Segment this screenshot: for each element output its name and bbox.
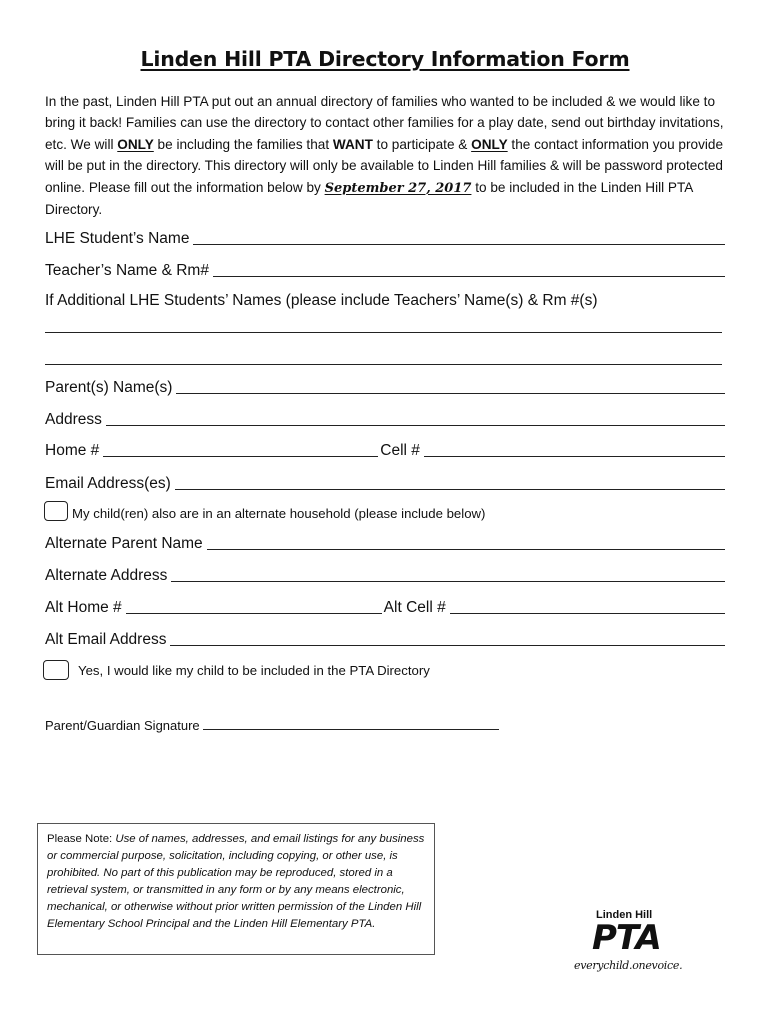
signature-field[interactable] [203, 729, 499, 730]
additional-students-label: If Additional LHE Students’ Names (please include Teachers’ Name(s) & Rm #(s) [45, 292, 598, 309]
alt-address-label: Alternate Address [45, 567, 168, 584]
intro-text-4: the contact information you provide will be put in the directory. This directory will only be available to Linden Hill families & will be password protected online. Please fill out the information below by [45, 136, 724, 195]
alt-home-field[interactable] [126, 612, 382, 614]
alt-email-row [45, 631, 725, 649]
phone-row [45, 442, 725, 460]
deadline-date: September 27, 2017 [324, 180, 472, 196]
intro-text-1: In the past, Linden Hill PTA put out an annual directory of families who wanted to be included & we would like to bring it back! Families can use the directory to contact other families for a play date, send out birthday invitations, etc. We will [45, 94, 724, 152]
include-consent-checkbox[interactable] [43, 660, 69, 680]
alt-phone-row [45, 599, 725, 617]
parent-names-label: Parent(s) Name(s) [45, 379, 173, 396]
disclaimer-lead: Please Note: [47, 833, 116, 845]
home-phone-label: Home # [45, 442, 100, 459]
parent-names-row [45, 379, 725, 397]
student-name-row [45, 230, 725, 248]
alt-parent-row [45, 535, 725, 553]
address-field[interactable] [106, 424, 725, 426]
email-field[interactable] [175, 488, 725, 490]
alt-address-field[interactable] [171, 580, 725, 582]
intro-only-emphasis-2: ONLY [471, 136, 508, 152]
disclaimer-box [37, 823, 435, 955]
intro-want-emphasis: WANT [332, 136, 373, 152]
student-name-field[interactable] [193, 243, 725, 245]
email-row [45, 475, 725, 493]
additional-students-field-2[interactable] [45, 364, 722, 365]
form-title: Linden Hill PTA Directory Information Form [140, 47, 630, 71]
intro-paragraph [45, 91, 725, 220]
disclaimer-text: Use of names, addresses, and email listings for any business or commercial purpose, solicitation, including copying, or other use, is prohibited. No part of this publication may be reproduced, stored in a retrieval system, or transmitted in any form or by any means electronic, mechanical, or otherwise without prior written permission of the Linden Hill Elementary School Principal and the Linden Hill Elementary PTA. [47, 833, 425, 930]
alt-parent-field[interactable] [207, 548, 725, 550]
logo-school-name: Linden Hill [596, 909, 653, 921]
additional-students-field-1[interactable] [45, 332, 722, 333]
student-name-label: LHE Student’s Name [45, 230, 190, 247]
alt-cell-field[interactable] [450, 612, 725, 614]
teacher-room-label: Teacher’s Name & Rm# [45, 262, 209, 279]
logo-tagline: everychild.onevoice. [574, 959, 683, 972]
home-phone-field[interactable] [103, 455, 378, 457]
parent-names-field[interactable] [176, 392, 725, 394]
teacher-room-row [45, 262, 725, 280]
alt-email-field[interactable] [170, 644, 725, 646]
intro-text-3: to participate & [372, 136, 472, 152]
include-consent-label: Yes, I would like my child to be included in the PTA Directory [78, 663, 430, 678]
signature-label: Parent/Guardian Signature [45, 718, 200, 733]
address-label: Address [45, 411, 102, 428]
alternate-household-label: My child(ren) also are in an alternate household (please include below) [72, 506, 486, 521]
intro-only-emphasis-1: ONLY [117, 136, 154, 152]
cell-phone-field[interactable] [424, 455, 725, 457]
intro-text-2: be including the families that [153, 136, 333, 152]
signature-row [45, 718, 499, 733]
alt-email-label: Alt Email Address [45, 631, 167, 648]
alt-parent-label: Alternate Parent Name [45, 535, 203, 552]
teacher-room-field[interactable] [213, 275, 725, 277]
logo-brand-text: PTA [592, 918, 661, 958]
email-label: Email Address(es) [45, 475, 171, 492]
alternate-household-checkbox[interactable] [44, 501, 68, 521]
alt-address-row [45, 567, 725, 585]
intro-text-5: to be included in the Linden Hill PTA Directory. [45, 179, 693, 218]
cell-phone-label: Cell # [380, 442, 420, 459]
address-row [45, 411, 725, 429]
alt-cell-label: Alt Cell # [383, 599, 446, 616]
pta-logo [570, 905, 700, 975]
alt-home-label: Alt Home # [45, 599, 122, 616]
logo-brand [592, 918, 661, 958]
